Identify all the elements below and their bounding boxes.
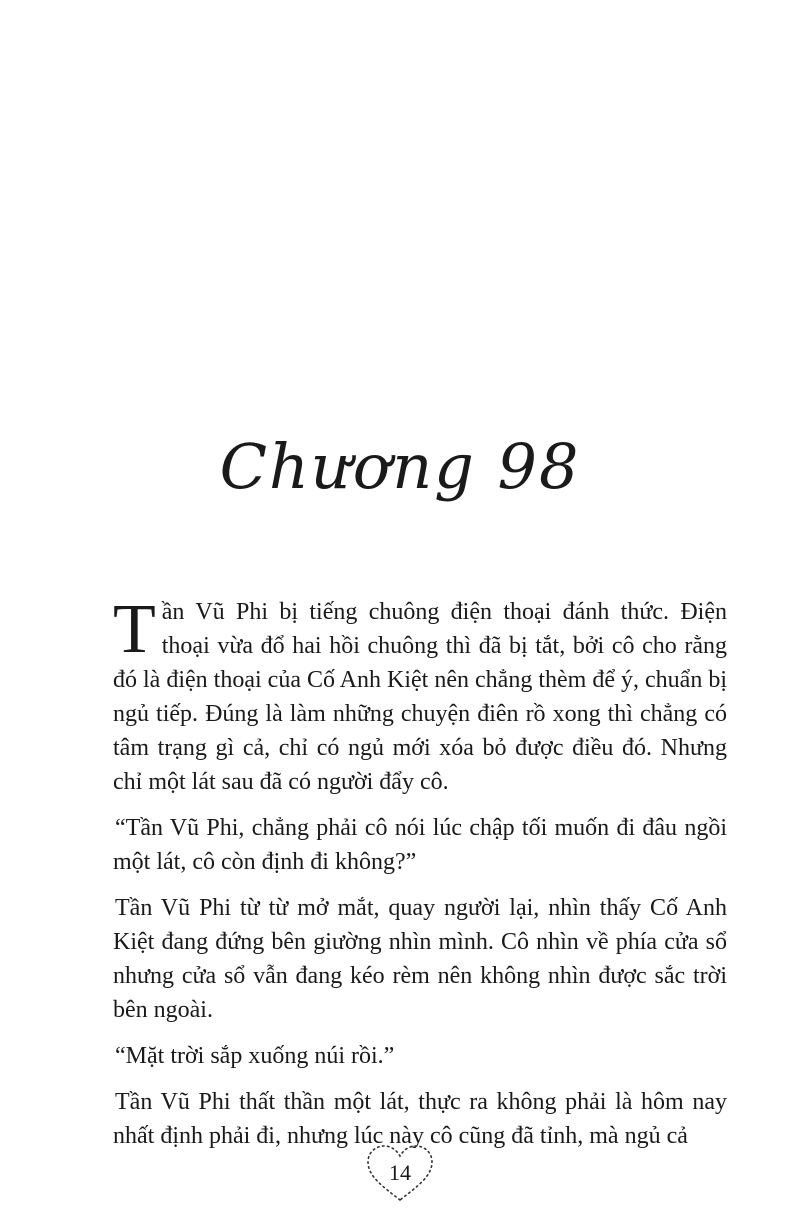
page-footer bbox=[362, 1140, 438, 1204]
chapter-title: Chương 98 bbox=[219, 430, 581, 503]
chapter-body bbox=[113, 591, 727, 1165]
paragraph-2: “Tần Vũ Phi, chẳng phải cô nói lúc chập tối muốn đi đâu ngồi một lát, cô còn định đi không?” bbox=[113, 815, 727, 875]
drop-cap: T bbox=[113, 591, 156, 668]
page-number: 14 bbox=[389, 1160, 411, 1185]
paragraph-1-text: ần Vũ Phi bị tiếng chuông điện thoại đánh thức. Điện thoại vừa đổ hai hồi chuông thì đã bị tắt, bởi cô cho rằng đó là điện thoại của Cố Anh Kiệt nên chẳng thèm để ý, chuẩn bị ngủ tiếp. Đúng là làm những chuyện điên rồ xong thì chẳng có tâm trạng gì cả, chỉ có ngủ mới xóa bỏ được điều đó. Nhưng chỉ một lát sau đã có người đẩy cô. bbox=[113, 599, 727, 795]
paragraph-5: Tần Vũ Phi thất thần một lát, thực ra không phải là hôm nay nhất định phải đi, nhưng lúc này cô cũng đã tỉnh, mà ngủ cả bbox=[113, 1089, 727, 1149]
paragraph-4: “Mặt trời sắp xuống núi rồi.” bbox=[115, 1043, 395, 1069]
paragraph-3: Tần Vũ Phi từ từ mở mắt, quay người lại, nhìn thấy Cố Anh Kiệt đang đứng bên giường nhìn mình. Cô nhìn về phía cửa sổ nhưng cửa sổ vẫn đang kéo rèm nên không nhìn được sắc trời bên ngoài. bbox=[113, 895, 727, 1023]
paragraph-1 bbox=[113, 591, 727, 799]
